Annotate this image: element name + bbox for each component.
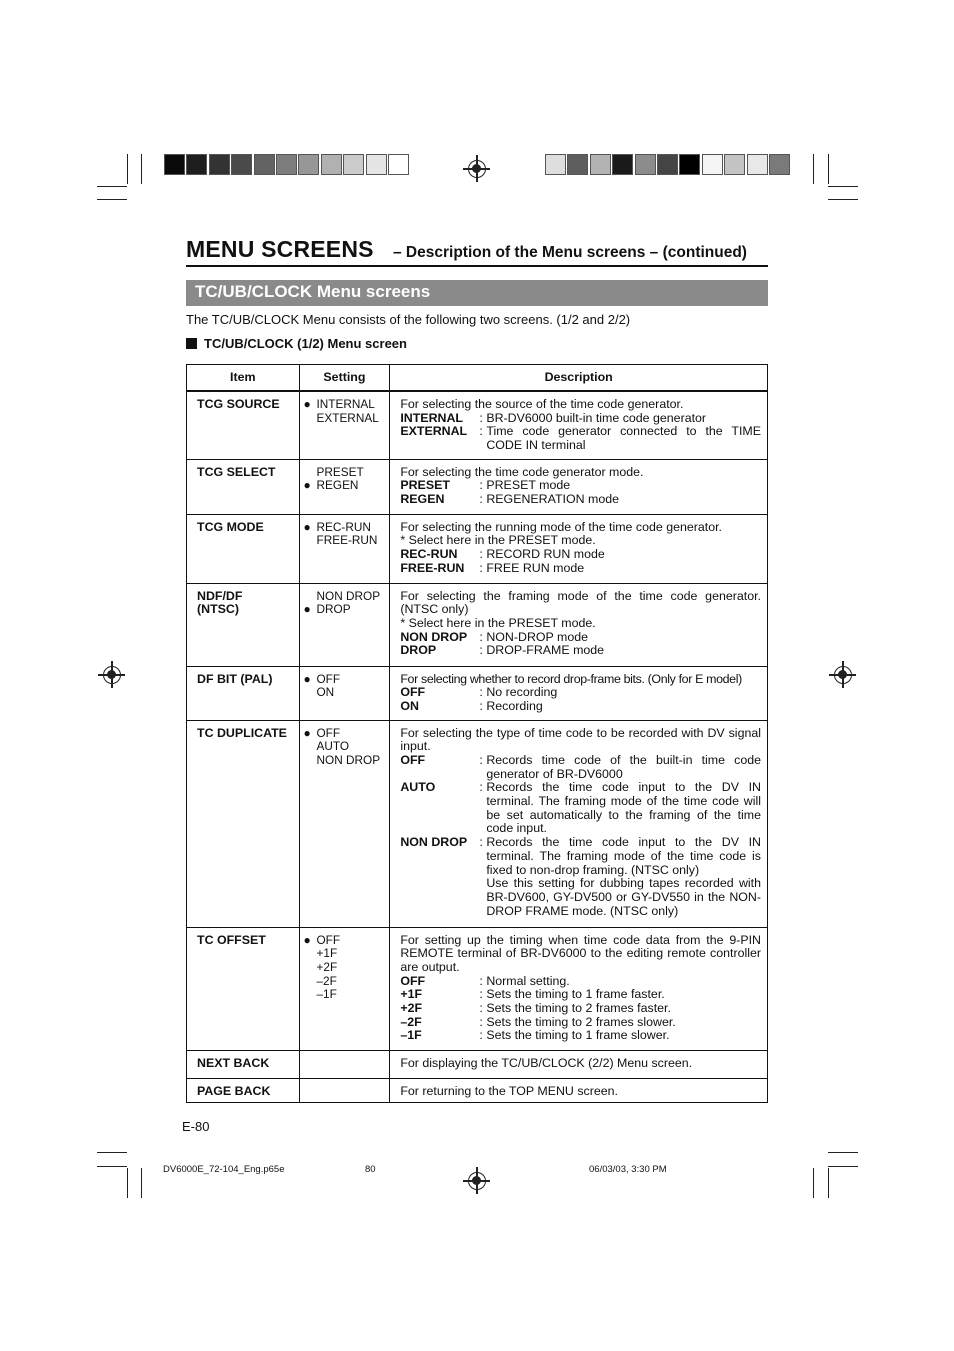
setting-option: FREE-RUN [316,533,378,548]
crop-mark [828,1168,829,1198]
crop-mark [97,186,127,187]
color-swatch [545,154,566,175]
description-entry [400,493,761,507]
color-swatch [702,154,723,175]
entry-value: Sets the timing to 1 frame faster. [486,987,665,1002]
row-description [390,459,768,514]
crop-mark [141,154,142,184]
entry-value: REGENERATION mode [486,491,619,506]
crop-mark [828,186,858,187]
square-bullet-icon [186,338,197,349]
setting-option: +2F [316,959,338,974]
entry-value: DROP-FRAME mode [486,643,605,658]
colon-separator: : [479,1028,483,1043]
entry-value-wrap [479,700,761,714]
crop-mark [97,1152,127,1153]
entry-key: –1F [400,1028,422,1043]
row-settings [299,1078,390,1103]
setting-option-selected: ● INTERNAL [304,398,388,412]
entry-key: OFF [400,752,426,767]
column-header-item: Item [187,365,300,392]
color-swatch [343,154,364,175]
setting-option-selected: ● REGEN [304,479,388,493]
row-settings [299,720,390,927]
entry-key: REC-RUN [400,546,458,561]
description-entry [400,1016,761,1030]
description-entry [400,425,761,452]
row-description [390,514,768,583]
column-header-setting: Setting [299,365,390,392]
description-entry [400,781,761,836]
entry-key: REGEN [400,491,445,506]
color-swatch [388,154,409,175]
entry-key: AUTO [400,780,436,795]
entry-key: ON [400,698,419,713]
colon-separator: : [479,1001,483,1016]
entry-value-wrap [479,644,761,658]
entry-key: PRESET [400,478,450,493]
color-swatch [231,154,252,175]
entry-value: Sets the timing to 1 frame slower. [486,1028,670,1043]
entry-value-wrap [479,1029,761,1043]
entry-value: Time code generator connected to the TIME CODE IN terminal [486,424,761,453]
color-swatch [567,154,588,175]
row-item: NDF/DF (NTSC) [187,583,300,666]
entry-value: BR-DV6000 built-in time code generator [486,410,707,425]
colon-separator: : [479,780,483,795]
setting-option: +1F [316,946,338,961]
entry-value-wrap [479,479,761,493]
row-item: NEXT BACK [187,1050,300,1078]
table-row [187,583,768,666]
description-entry [400,479,761,493]
entry-value-wrap [479,975,761,989]
row-item: TCG SELECT [187,459,300,514]
row-item: PAGE BACK [187,1078,300,1103]
colon-separator: : [479,629,483,644]
crop-mark [828,1152,858,1153]
entry-value: RECORD RUN mode [486,546,605,561]
footer-timestamp: 06/03/03, 3:30 PM [589,1164,667,1175]
description-entry [400,631,761,645]
entry-value: Records time code of the built-in time code generator of BR-DV6000 [486,752,761,781]
colon-separator: : [479,643,483,658]
entry-value-wrap [479,425,761,452]
color-swatch [254,154,275,175]
colon-separator: : [479,685,483,700]
description-entry [400,988,761,1002]
entry-value-wrap [479,1016,761,1030]
color-swatch [657,154,678,175]
color-swatch [164,154,185,175]
row-item: TCG MODE [187,514,300,583]
description-intro: For selecting the source of the time code generator. [400,397,684,411]
crop-mark [813,1168,814,1198]
row-item: DF BIT (PAL) [187,666,300,720]
colon-separator: : [479,410,483,425]
setting-option: ON [316,685,335,700]
colon-separator: : [479,973,483,988]
page-title: MENU SCREENS [186,236,374,262]
setting-option-selected: ● DROP [304,603,388,617]
setting-option-selected: ● OFF [304,934,388,948]
table-header-row [187,365,768,392]
row-description [390,391,768,459]
colon-separator: : [479,491,483,506]
row-settings [299,927,390,1050]
color-swatch [209,154,230,175]
entry-key: FREE-RUN [400,560,465,575]
footer-filename: DV6000E_72-104_Eng.p65e [163,1164,285,1175]
description-entry [400,1029,761,1043]
entry-key: OFF [400,685,426,700]
description-entry [400,562,761,576]
description-intro: For selecting whether to record drop-frame bits. (Only for E model) [400,671,742,686]
table-row [187,1050,768,1078]
entry-value-wrap [479,562,761,576]
table-row [187,514,768,583]
entry-value: Records the time code input to the DV IN terminal. The framing mode of the time code is fixed to non-drop framing. (NTSC only) Use this setting for dubbing tapes recorded with BR-DV600, GY-DV500 or GY-DV550 in the NON-DROP FRAME mode. (NTSC only) [486,835,761,918]
crop-mark [828,1166,858,1167]
entry-key: –2F [400,1014,422,1029]
entry-key: +2F [400,1001,423,1016]
registration-mark-icon [468,160,486,178]
section-header [186,280,768,306]
entry-key: NON DROP [400,835,468,850]
description-intro: For selecting the framing mode of the time code generator. (NTSC only) [400,588,761,617]
crop-mark [828,199,858,200]
description-entry [400,644,761,658]
description-note: * Select here in the PRESET mode. [400,533,596,548]
color-swatch [321,154,342,175]
description-intro: For selecting the type of time code to be recorded with DV signal input. [400,725,761,754]
entry-value: Sets the timing to 2 frames faster. [486,1001,671,1016]
subheading-text: TC/UB/CLOCK (1/2) Menu screen [204,336,407,351]
page-subtitle: – Description of the Menu screens – (continued) [393,244,747,261]
entry-value: Records the time code input to the DV IN terminal. The framing mode of the time code will be set automatically to the framing of the time code input. [486,780,761,836]
entry-value-wrap [479,988,761,1002]
description-entry [400,686,761,700]
row-settings [299,514,390,583]
registration-dot [838,670,847,679]
entry-value-wrap [479,548,761,562]
color-swatch [679,154,700,175]
entry-value-wrap [479,836,761,918]
description-entry [400,836,761,918]
title-rule [186,265,768,267]
crop-mark [127,154,128,184]
row-settings [299,666,390,720]
color-swatch [724,154,745,175]
table-row [187,459,768,514]
menu-table [186,364,768,1103]
column-header-description: Description [390,365,768,392]
description-entry [400,1002,761,1016]
entry-value: PRESET mode [486,478,571,493]
crop-mark [127,1168,128,1198]
color-swatch [186,154,207,175]
entry-key: EXTERNAL [400,424,468,439]
description-intro: For setting up the timing when time code data from the 9-PIN REMOTE terminal of BR-DV6000 to the editing remote controller are output. [400,932,761,974]
entry-value-wrap [479,754,761,781]
entry-value-wrap [479,1002,761,1016]
page-number: E-80 [182,1119,210,1134]
entry-value: Recording [486,698,543,713]
description-entry [400,548,761,562]
entry-value-wrap [479,631,761,645]
setting-option: NON DROP [316,752,381,767]
description-entry [400,700,761,714]
table-row [187,666,768,720]
crop-mark [828,154,829,184]
color-swatch [590,154,611,175]
colon-separator: : [479,987,483,1002]
setting-option: –2F [316,973,337,988]
entry-value-wrap [479,781,761,836]
colon-separator: : [479,546,483,561]
footer-page: 80 [365,1164,376,1175]
row-settings [299,459,390,514]
description-entry [400,412,761,426]
colon-separator: : [479,1014,483,1029]
registration-mark-icon [468,1172,486,1190]
setting-option: NON DROP [316,588,381,603]
row-description [390,1050,768,1078]
setting-option: –1F [316,987,337,1002]
entry-value-wrap [479,412,761,426]
description-intro: For displaying the TC/UB/CLOCK (2/2) Menu screen. [400,1055,693,1070]
section-title: TC/UB/CLOCK Menu screens [195,282,431,301]
row-description [390,720,768,927]
row-item: TC OFFSET [187,927,300,1050]
row-settings [299,1050,390,1078]
row-settings [299,391,390,459]
table-row [187,927,768,1050]
entry-value: Sets the timing to 2 frames slower. [486,1014,676,1029]
color-swatch [276,154,297,175]
table-row [187,391,768,459]
crop-mark [813,154,814,184]
entry-key: OFF [400,973,426,988]
description-entry [400,975,761,989]
description-entry [400,754,761,781]
entry-key: +1F [400,987,423,1002]
row-settings [299,583,390,666]
color-swatch [635,154,656,175]
setting-option: PRESET [316,464,364,479]
color-swatch [747,154,768,175]
colon-separator: : [479,698,483,713]
description-intro: For selecting the time code generator mode. [400,464,644,479]
entry-key: NON DROP [400,629,468,644]
color-swatch [612,154,633,175]
section-intro: The TC/UB/CLOCK Menu consists of the following two screens. (1/2 and 2/2) [186,312,631,327]
colon-separator: : [479,560,483,575]
entry-value: Normal setting. [486,973,570,988]
entry-key: INTERNAL [400,410,463,425]
crop-mark [141,1168,142,1198]
subheading [186,336,407,351]
colon-separator: : [479,478,483,493]
row-item: TC DUPLICATE [187,720,300,927]
setting-option-selected: ● OFF [304,727,388,741]
description-note: * Select here in the PRESET mode. [400,615,596,630]
crop-mark [97,199,127,200]
setting-option: EXTERNAL [316,410,379,425]
table-row [187,720,768,927]
row-description [390,666,768,720]
table-row [187,1078,768,1103]
registration-dot [472,164,481,173]
description-intro: For returning to the TOP MENU screen. [400,1083,618,1098]
entry-value-wrap [479,493,761,507]
color-swatch [298,154,319,175]
entry-key: DROP [400,643,437,658]
crop-mark [97,1166,127,1167]
setting-option-selected: ● OFF [304,673,388,687]
registration-dot [472,1176,481,1185]
color-swatch [769,154,790,175]
registration-mark-icon [103,666,121,684]
description-intro: For selecting the running mode of the time code generator. [400,519,723,534]
setting-option-selected: ● REC-RUN [304,521,388,535]
registration-mark-icon [834,666,852,684]
entry-value-wrap [479,686,761,700]
row-description [390,583,768,666]
color-swatch [366,154,387,175]
entry-value: NON-DROP mode [486,629,589,644]
row-item: TCG SOURCE [187,391,300,459]
colon-separator: : [479,752,483,767]
colon-separator: : [479,835,483,850]
row-description [390,1078,768,1103]
colon-separator: : [479,424,483,439]
setting-option: AUTO [316,739,350,754]
row-description [390,927,768,1050]
entry-value: FREE RUN mode [486,560,585,575]
registration-dot [107,670,116,679]
entry-value: No recording [486,685,558,700]
